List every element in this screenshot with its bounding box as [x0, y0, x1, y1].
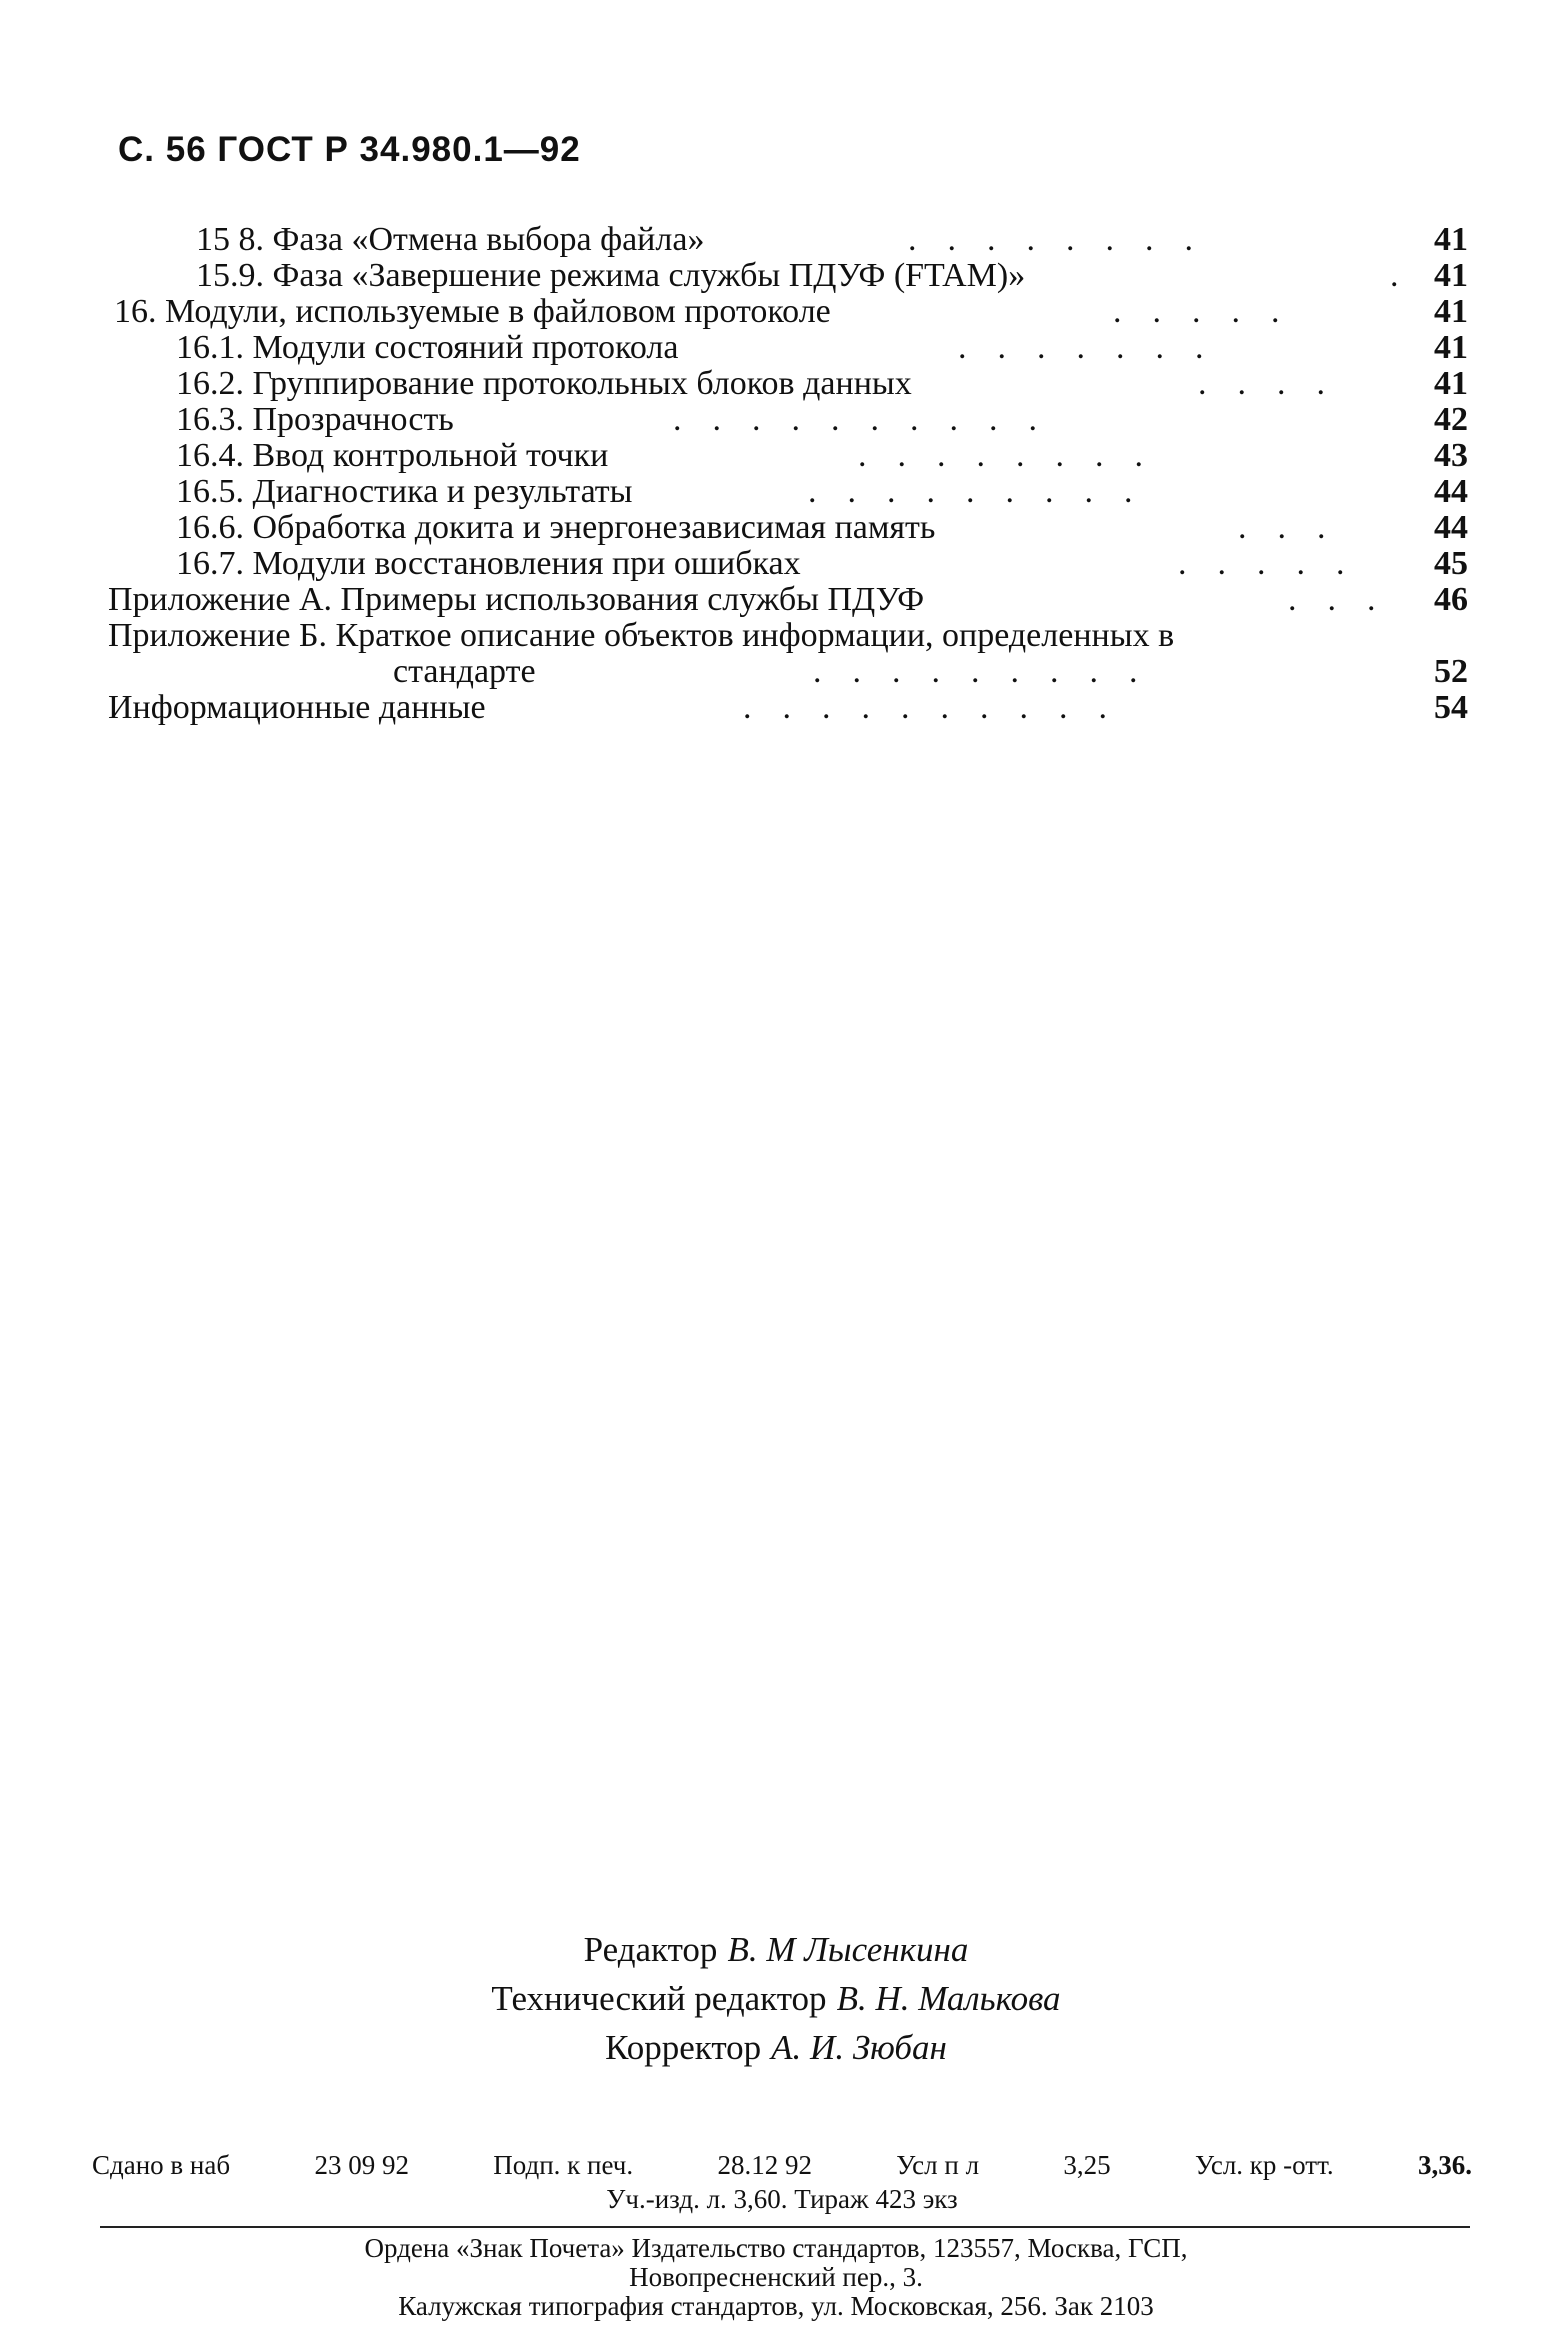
toc-leader: ......... — [808, 473, 1164, 510]
toc-leader: ..... — [1113, 293, 1311, 330]
toc-leader: .......... — [673, 401, 1068, 438]
toc-row — [108, 366, 1468, 402]
imprint-field: 23 09 92 — [314, 2150, 409, 2180]
credit-name: В. М Лысенкина — [727, 1930, 969, 1969]
toc-title: 16.5. Диагностика и результаты — [176, 473, 633, 510]
toc-row — [108, 582, 1468, 618]
toc-title: Информационные данные — [108, 689, 486, 726]
toc-page: 41 — [1434, 365, 1468, 402]
credit-role: Редактор — [583, 1930, 718, 1969]
toc-row — [108, 438, 1468, 474]
toc-title: 15.9. Фаза «Завершение режима службы ПДУФ (FTAM)» — [196, 257, 1026, 294]
toc-title: 16. Модули, используемые в файловом протоколе — [114, 293, 831, 330]
toc-row — [108, 474, 1468, 510]
toc-title: 16.3. Прозрачность — [176, 401, 454, 438]
imprint-field: 3,36. — [1417, 2150, 1472, 2180]
credit-line — [0, 2023, 1552, 2072]
toc-leader: ........ — [858, 437, 1174, 474]
toc-page: 44 — [1434, 473, 1468, 510]
toc-leader: ... — [1238, 509, 1357, 546]
table-of-contents — [108, 222, 1468, 726]
toc-title: Приложение Б. Краткое описание объектов информации, определенных в — [108, 617, 1175, 654]
imprint-field: Сдано в наб — [92, 2150, 231, 2180]
toc-page: 42 — [1434, 401, 1468, 438]
toc-title: стандарте — [393, 653, 536, 690]
toc-row — [108, 654, 1468, 690]
toc-leader: .... — [1198, 365, 1356, 402]
toc-row — [108, 258, 1468, 294]
toc-row — [108, 510, 1468, 546]
credit-name: В. Н. Малькова — [836, 1979, 1061, 2018]
publisher-line: Калужская типография стандартов, ул. Московская, 256. Зак 2103 — [398, 2291, 1154, 2321]
toc-title: Приложение А. Примеры использования службы ПДУФ — [108, 581, 925, 618]
imprint-line-2: Уч.-изд. л. 3,60. Тираж 423 экз — [606, 2184, 958, 2214]
toc-leader: ....... — [958, 329, 1235, 366]
publisher-line: Ордена «Знак Почета» Издательство стандартов, 123557, Москва, ГСП, — [364, 2233, 1188, 2263]
toc-page: 41 — [1434, 329, 1468, 366]
imprint-field: Усл. кр -отт. — [1194, 2150, 1334, 2180]
imprint-line-1 — [92, 2148, 1472, 2182]
divider-rule — [100, 2226, 1470, 2228]
toc-title: 15 8. Фаза «Отмена выбора файла» — [196, 221, 705, 258]
credit-line — [0, 1925, 1552, 1974]
toc-leader: ..... — [1178, 545, 1376, 582]
toc-leader: ........ — [908, 221, 1224, 258]
toc-row — [108, 222, 1468, 258]
toc-page: 45 — [1434, 545, 1468, 582]
toc-page: 41 — [1434, 293, 1468, 330]
credit-line — [0, 1974, 1552, 2023]
page-header: С. 56 ГОСТ Р 34.980.1—92 — [118, 130, 581, 169]
credit-role: Корректор — [605, 2028, 762, 2067]
toc-title: 16.1. Модули состояний протокола — [176, 329, 679, 366]
imprint-field: Усл п л — [896, 2150, 980, 2180]
toc-row — [108, 546, 1468, 582]
toc-page: 54 — [1434, 689, 1468, 726]
toc-page: 44 — [1434, 509, 1468, 546]
toc-row — [108, 690, 1468, 726]
toc-row — [108, 330, 1468, 366]
toc-leader: . — [1390, 257, 1430, 294]
imprint-field: Подп. к печ. — [493, 2150, 634, 2180]
publisher-line: Новопресненский пер., 3. — [629, 2262, 923, 2292]
toc-title: 16.2. Группирование протокольных блоков данных — [176, 365, 912, 402]
toc-row — [108, 402, 1468, 438]
toc-row — [108, 618, 1468, 654]
toc-title: 16.6. Обработка докита и энергонезависимая память — [176, 509, 936, 546]
toc-page: 41 — [1434, 257, 1468, 294]
toc-page: 46 — [1434, 581, 1468, 618]
toc-title: 16.4. Ввод контрольной точки — [176, 437, 609, 474]
toc-page: 43 — [1434, 437, 1468, 474]
toc-page: 52 — [1434, 653, 1468, 690]
toc-row — [108, 294, 1468, 330]
credits-block — [0, 1925, 1552, 2072]
toc-leader: .......... — [743, 689, 1138, 726]
publisher-block — [0, 2234, 1552, 2321]
credit-name: А. И. Зюбан — [771, 2028, 947, 2067]
imprint-field: 3,25 — [1063, 2150, 1111, 2180]
toc-page: 41 — [1434, 221, 1468, 258]
imprint-field: 28.12 92 — [717, 2150, 812, 2180]
credit-role: Технический редактор — [491, 1979, 827, 2018]
toc-leader: ... — [1288, 581, 1407, 618]
imprint-block — [92, 2148, 1472, 2216]
toc-title: 16.7. Модули восстановления при ошибках — [176, 545, 801, 582]
toc-leader: ......... — [813, 653, 1169, 690]
